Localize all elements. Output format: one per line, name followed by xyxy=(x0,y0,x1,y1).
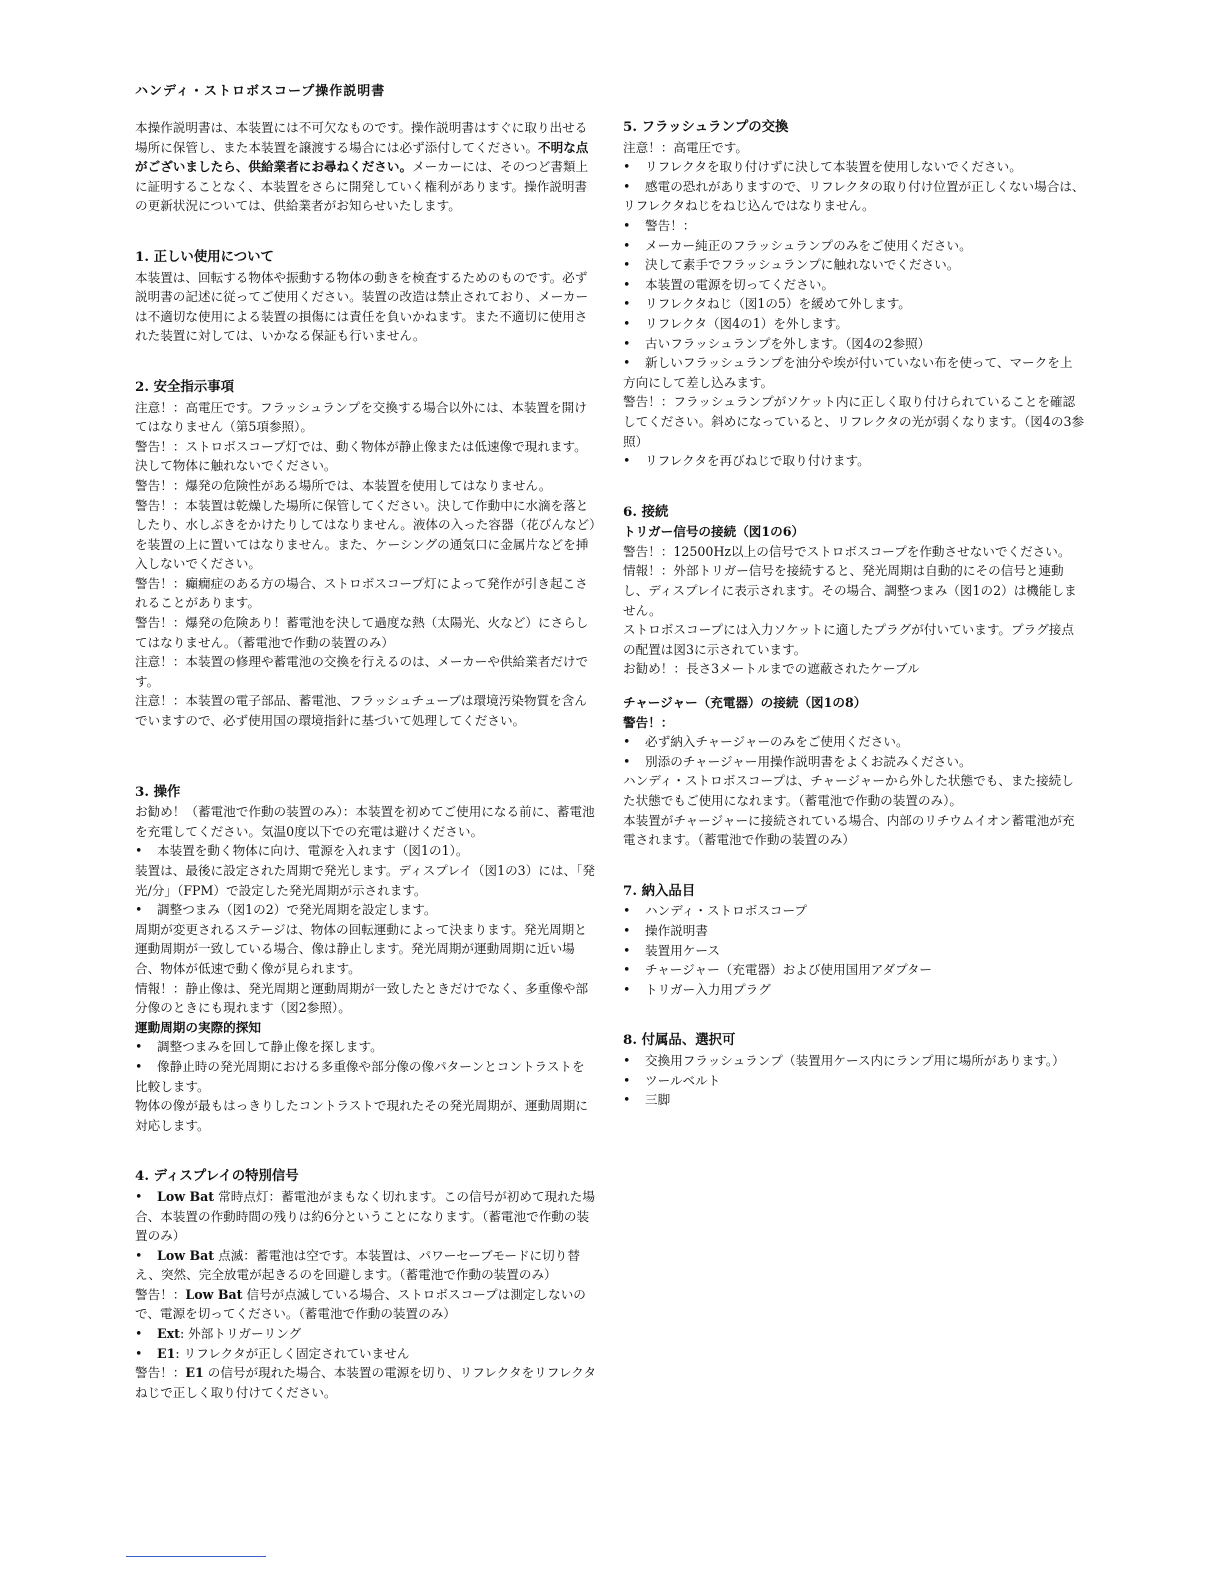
section-6-title: 6. 接続 xyxy=(623,503,669,520)
list-item: • 決して素手でフラッシュランプに触れないでください。 xyxy=(623,255,1085,275)
section-4-title: 4. ディスプレイの特別信号 xyxy=(135,1168,299,1185)
footnote-separator xyxy=(126,1556,266,1557)
paragraph: 本装置がチャージャーに接続されている場合、内部のリチウムイオン蓄電池が充電されます。（蓄電池で作動の装置のみ） xyxy=(623,812,1075,848)
list-item: • チャージャー（充電器）および使用国用アダプター xyxy=(623,960,1085,980)
section-1-body: 本装置は、回転する物体や振動する物体の動きを検査するためのものです。必ず説明書の記述に従ってご使用ください。装置の改造は禁止されており、メーカーは不適切な使用による装置の損傷には責任を負いかねます。また不適切に使用された装置に対しては、いかなる保証も行いません。 xyxy=(135,269,589,344)
list-item: • 調整つまみを回して静止像を探します。 xyxy=(135,1037,597,1057)
list-item: • ハンディ・ストロボスコープ xyxy=(623,901,1085,921)
safety-item: 警告！：爆発の危険あり！蓄電池を決して過度な熱（太陽光、火など）にさらしてはなりません。（蓄電池で作動の装置のみ） xyxy=(135,615,589,650)
list-item: • Low Bat 点滅：蓄電池は空です。本装置は、パワーセーブモードに切り替え、突然、完全放電が起きるのを回避します。（蓄電池で作動の装置のみ） xyxy=(135,1246,597,1285)
safety-item: 警告！：本装置は乾燥した場所に保管してください。決して作動中に水滴を落としたり、水しぶきをかけたりしてはなりません。液体の入った容器（花びんなど）を装置の上に置いてはなりません。また、ケーシングの通気口に金属片などを挿入しないでください。 xyxy=(135,497,596,572)
info-note: 情報！：静止像は、発光周期と運動周期が一致したときだけでなく、多重像や部分像のときにも現れます（図2参照）。 xyxy=(135,980,589,1016)
section-8-title: 8. 付属品、選択可 xyxy=(623,1032,736,1049)
recommendation: お勧め！：長さ3メートルまでの遮蔽されたケーブル xyxy=(623,661,920,677)
list-item: • 本装置を動く物体に向け、電源を入れます（図1の1）。 xyxy=(135,841,597,861)
section-2-title: 2. 安全指示事項 xyxy=(135,378,234,395)
list-item: • 古いフラッシュランプを外します。（図4の2参照） xyxy=(623,334,1085,354)
intro-paragraph: 本操作説明書は、本装置には不可欠なものです。操作説明書はすぐに取り出せる場所に保管し、また本装置を譲渡する場合には必ず添付してください。不明な点がございましたら、供給業者にお尋ねください。メーカーには、そのつど書類上に証明することなく、本装置をさらに開発していく権利があります。操作説明書の更新状況については、供給業者がお知らせいたします。 xyxy=(135,120,589,214)
list-item: • 本装置の電源を切ってください。 xyxy=(623,275,1085,295)
warning-note: 警告！： xyxy=(623,714,674,730)
list-item: • 三脚 xyxy=(623,1090,1085,1110)
list-item: • Ext: 外部トリガーリング xyxy=(135,1324,597,1344)
safety-item: 警告！：癲癇症のある方の場合、ストロボスコープ灯によって発作が引き起こされることがあります。 xyxy=(135,575,588,611)
list-item: • リフレクタ（図4の1）を外します。 xyxy=(623,314,1085,334)
warning-note: 警告！：Low Bat 信号が点滅している場合、ストロボスコープは測定しないので、電源を切ってください。（蓄電池で作動の装置のみ） xyxy=(135,1286,586,1322)
safety-item: 警告！：ストロボスコープ灯では、動く物体が静止像または低速像で現れます。決して物体に触れないでください。 xyxy=(135,438,587,474)
list-item: • E1: リフレクタが正しく固定されていません xyxy=(135,1344,597,1364)
warning-note: 警告！：フラッシュランプがソケット内に正しく取り付けられていることを確認してください。斜めになっていると、リフレクタの光が弱くなります。（図4の3参照） xyxy=(623,394,1085,449)
warning-note: 警告！：12500Hz以上の信号でストロボスコープを作動させないでください。 xyxy=(623,543,1071,559)
list-item: • 像静止時の発光周期における多重像や部分像の像パターンとコントラストを比較します。 xyxy=(135,1057,597,1096)
list-item: • Low Bat 常時点灯：蓄電池がまもなく切れます。この信号が初めて現れた場合、本装置の作動時間の残りは約6分ということになります。（蓄電池で作動の装置のみ） xyxy=(135,1187,597,1246)
list-item: • リフレクタを取り付けずに決して本装置を使用しないでください。 xyxy=(623,157,1085,177)
paragraph: 装置は、最後に設定された周期で発光します。ディスプレイ（図1の3）には、「発光/分」（FPM）で設定した発光周期が示されます。 xyxy=(135,863,595,898)
list-item: • 装置用ケース xyxy=(623,941,1085,961)
section-1-title: 1. 正しい使用について xyxy=(135,248,274,265)
section-5-title: 5. フラッシュランプの交換 xyxy=(623,119,789,135)
warning-note: 警告！：E1 の信号が現れた場合、本装置の電源を切り、リフレクタをリフレクタねじで正しく取り付けてください。 xyxy=(135,1365,597,1400)
list-item: • リフレクタを再びねじで取り付けます。 xyxy=(623,451,1085,471)
subsection-title: トリガー信号の接続（図1の6） xyxy=(623,524,805,540)
section-3-title: 3. 操作 xyxy=(135,783,181,800)
paragraph: 物体の像が最もはっきりしたコントラストで現れたその発光周期が、運動周期に対応します。 xyxy=(135,1098,588,1133)
list-item: • ツールベルト xyxy=(623,1071,1085,1091)
caution-note: 注意！：高電圧です。 xyxy=(623,139,748,155)
recommendation: お勧め！（蓄電池で作動の装置のみ）：本装置を初めてご使用になる前に、蓄電池を充電してください。気温0度以下での充電は避けください。 xyxy=(135,804,595,839)
safety-item: 警告！：爆発の危険性がある場所では、本装置を使用してはなりません。 xyxy=(135,477,552,493)
subsection-title: 運動周期の実際的探知 xyxy=(135,1019,261,1035)
list-item: • 新しいフラッシュランプを油分や埃が付いていない布を使って、マークを上方向にして差し込みます。 xyxy=(623,353,1085,392)
list-item: • 調整つまみ（図1の2）で発光周期を設定します。 xyxy=(135,900,597,920)
safety-item: 注意！：本装置の修理や蓄電池の交換を行えるのは、メーカーや供給業者だけです。 xyxy=(135,654,589,689)
info-note: 情報！：外部トリガー信号を接続すると、発光周期は自動的にその信号と連動し、ディスプレイに表示されます。その場合、調整つまみ（図1の2）は機能しません。 xyxy=(623,563,1077,618)
list-item: • 警告！： xyxy=(623,216,1085,236)
left-column xyxy=(135,118,597,1402)
list-item: • 別添のチャージャー用操作説明書をよくお読みください。 xyxy=(623,752,1085,772)
paragraph: ストロボスコープには入力ソケットに適したプラグが付いています。プラグ接点の配置は図3に示されています。 xyxy=(623,622,1074,657)
list-item: • リフレクタねじ（図1の5）を緩めて外します。 xyxy=(623,294,1085,314)
list-item: • トリガー入力用プラグ xyxy=(623,980,1085,1000)
list-item: • 必ず納入チャージャーのみをご使用ください。 xyxy=(623,732,1085,752)
safety-item: 注意！：本装置の電子部品、蓄電池、フラッシュチューブは環境汚染物質を含んでいますので、必ず使用国の環境指針に基づいて処理してください。 xyxy=(135,693,587,729)
list-item: • 交換用フラッシュランプ（装置用ケース内にランプ用に場所があります。） xyxy=(623,1051,1085,1071)
paragraph: ハンディ・ストロボスコープは、チャージャーから外した状態でも、また接続した状態でもご使用になれます。（蓄電池で作動の装置のみ）。 xyxy=(623,773,1074,808)
list-item: • メーカー純正のフラッシュランプのみをご使用ください。 xyxy=(623,236,1085,256)
subsection-title: チャージャー（充電器）の接続（図1の8） xyxy=(623,695,867,711)
list-item: • 操作説明書 xyxy=(623,921,1085,941)
document-title: ハンディ・ストロボスコープ操作説明書 xyxy=(135,84,386,99)
section-7-title: 7. 納入品目 xyxy=(623,882,696,899)
list-item: • 感電の恐れがありますので、リフレクタの取り付け位置が正しくない場合は、リフレクタねじをねじ込んではなりません。 xyxy=(623,177,1085,216)
safety-item: 注意！：高電圧です。フラッシュランプを交換する場合以外には、本装置を開けてはなりません（第5項参照）。 xyxy=(135,399,587,435)
paragraph: 周期が変更されるステージは、物体の回転運動によって決まります。発光周期と運動周期が一致している場合、像は静止します。発光周期が運動周期に近い場合、物体が低速で動く像が見られます。 xyxy=(135,921,587,976)
right-column xyxy=(623,118,1085,1110)
